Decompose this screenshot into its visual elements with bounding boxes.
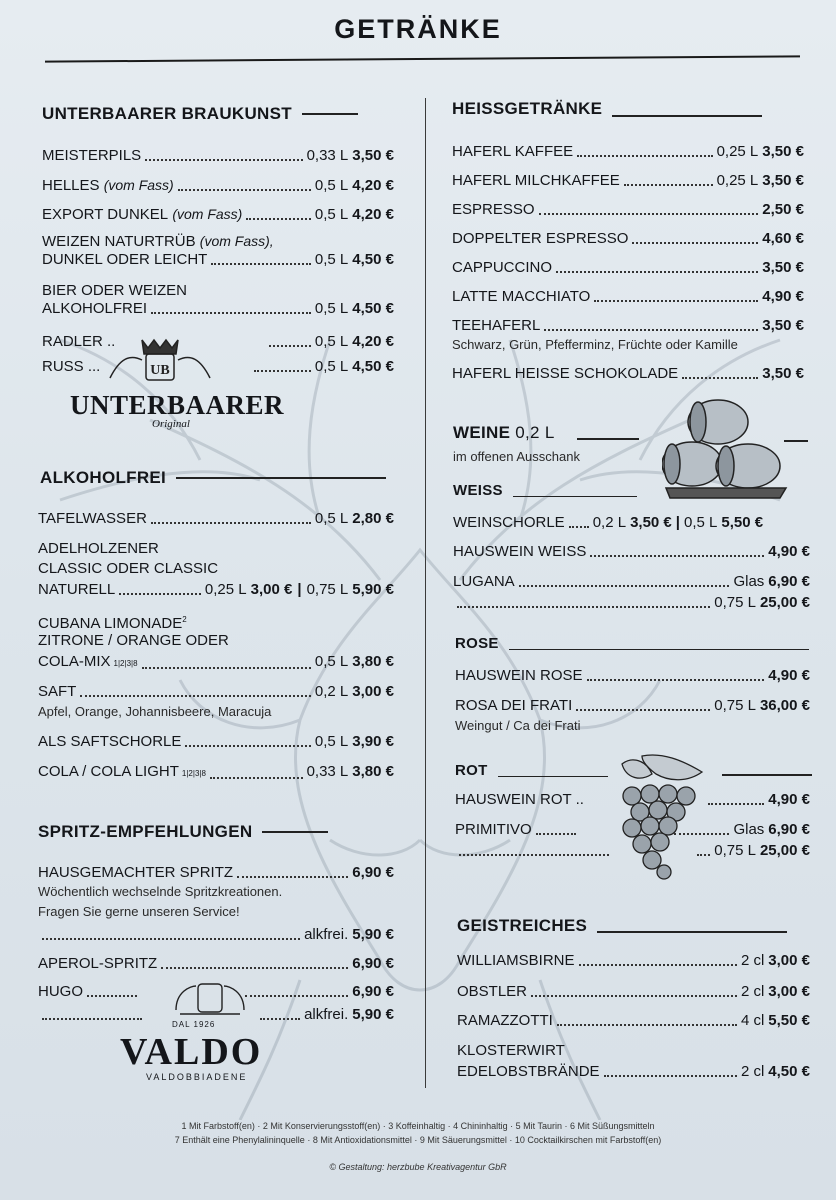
section-heading-braukunst: UNTERBAARER BRAUKUNST (42, 104, 358, 124)
menu-item: ESPRESSO 2,50 € (452, 201, 804, 218)
menu-item-line: ADELHOLZENER (38, 540, 159, 557)
crown-crest-icon (70, 338, 250, 394)
section-heading-rot: ROT (455, 762, 608, 779)
section-heading-weiss: WEISS (453, 482, 637, 499)
menu-item: HUGO 6,90 € (38, 983, 394, 1000)
menu-item: 0,75 L 25,00 € (453, 594, 810, 612)
menu-item: TAFELWASSER 0,5 L 2,80 € (38, 510, 394, 527)
menu-item: LUGANA Glas 6,90 € (453, 573, 810, 590)
section-subheading: im offenen Ausschank (453, 449, 580, 464)
page-title: GETRÄNKE (334, 14, 502, 44)
valdo-logo-sub: VALDOBBIADENE (146, 1072, 248, 1082)
menu-item-line: CLASSIC ODER CLASSIC (38, 560, 219, 577)
menu-item: HAFERL HEISSE SCHOKOLADE 3,50 € (452, 365, 804, 382)
menu-item: HAUSWEIN WEISS 4,90 € (453, 543, 810, 560)
menu-item: MEISTERPILS 0,33 L 3,50 € (42, 147, 394, 164)
menu-item: ALS SAFTSCHORLE 0,5 L 3,90 € (38, 733, 394, 750)
menu-item: 0,75 L 25,00 € (455, 842, 810, 860)
menu-item: HELLES (vom Fass) 0,5 L 4,20 € (42, 177, 394, 194)
column-divider (425, 98, 426, 1088)
menu-item-line: WEIZEN NATURTRÜB (vom Fass), (42, 233, 274, 250)
valdo-logo (120, 980, 300, 1090)
section-heading-alkoholfrei: ALKOHOLFREI (40, 468, 386, 488)
menu-item: ALKOHOLFREI 0,5 L 4,50 € (42, 300, 394, 317)
title-underline (45, 55, 800, 62)
menu-item-line: ZITRONE / ORANGE ODER (38, 632, 229, 649)
menu-item-description: Wöchentlich wechselnde Spritzkreationen. (38, 884, 283, 899)
menu-item: LATTE MACCHIATO 4,90 € (452, 288, 804, 305)
menu-item: HAFERL MILCHKAFFEE 0,25 L 3,50 € (452, 172, 804, 189)
menu-item: alkfrei. 5,90 € (38, 926, 394, 944)
menu-item: alkfrei. 5,90 € (38, 1006, 394, 1024)
menu-item: HAUSGEMACHTER SPRITZ 6,90 € (38, 864, 394, 881)
menu-item: RAMAZZOTTI 4 cl 5,50 € (457, 1012, 810, 1029)
section-heading-spritz: SPRITZ-EMPFEHLUNGEN (38, 822, 328, 842)
unterbaarer-logo-sub: Original (152, 418, 190, 430)
footnote-legend-line-1: 1 Mit Farbstoff(en) · 2 Mit Konservierungsstoff(en) · 3 Koffeinhaltig · 4 Chininhaltig · 5 Mit Taurin · 6 Mit Süßungsmitteln (181, 1121, 655, 1131)
menu-item-description: Weingut / Ca dei Frati (455, 718, 581, 733)
menu-item: NATURELL 0,25 L 3,00 € | 0,75 L 5,90 € (38, 581, 394, 598)
menu-item: APEROL-SPRITZ 6,90 € (38, 955, 394, 972)
valdo-logo-text: VALDO (120, 1031, 263, 1073)
menu-item-line: BIER ODER WEIZEN (42, 282, 188, 299)
valdo-crest-icon (120, 980, 300, 1024)
menu-item: COLA-MIX 1|2|3|8 0,5 L 3,80 € (38, 653, 394, 670)
menu-item: EDELOBSTBRÄNDE 2 cl 4,50 € (457, 1063, 810, 1080)
menu-item-line: KLOSTERWIRT (457, 1042, 565, 1059)
menu-item-description: Fragen Sie gerne unseren Service! (38, 904, 240, 919)
svg-text:UB: UB (150, 363, 170, 378)
menu-item: WILLIAMSBIRNE 2 cl 3,00 € (457, 952, 810, 969)
section-heading-geist: GEISTREICHES (457, 916, 787, 936)
section-heading-rose: ROSE (455, 635, 809, 652)
menu-item: OBSTLER 2 cl 3,00 € (457, 983, 810, 1000)
menu-item: TEEHAFERL 3,50 € (452, 317, 804, 334)
section-heading-weine: WEINE 0,2 L (453, 423, 639, 443)
unterbaarer-logo-text: UNTERBAARER (70, 390, 285, 420)
menu-item: DOPPELTER ESPRESSO 4,60 € (452, 230, 804, 247)
footnote-legend-line-2: 7 Enthält eine Phenylalininquelle · 8 Mit Antioxidationsmittel · 9 Mit Säuerungsmittel · 10 Cocktailkirschen mit Farbstoff(en) (174, 1135, 662, 1145)
valdo-logo-year: DAL 1926 (172, 1020, 216, 1029)
menu-item: RADLER .. 0,5 L 4,20 € (42, 333, 394, 350)
section-heading-heiss: HEISSGETRÄNKE (452, 99, 762, 119)
menu-item: HAFERL KAFFEE 0,25 L 3,50 € (452, 143, 804, 160)
menu-item: COLA / COLA LIGHT 1|2|3|8 0,33 L 3,80 € (38, 763, 394, 780)
menu-item: ROSA DEI FRATI 0,75 L 36,00 € (455, 697, 810, 714)
menu-item: PRIMITIVO Glas 6,90 € (455, 821, 810, 838)
menu-item: RUSS ... 0,5 L 4,50 € (42, 358, 394, 375)
menu-item: DUNKEL ODER LEICHT 0,5 L 4,50 € (42, 251, 394, 268)
menu-item: HAUSWEIN ROSE 4,90 € (455, 667, 810, 684)
menu-item: HAUSWEIN ROT .. 4,90 € (455, 791, 810, 808)
menu-item-description: Schwarz, Grün, Pfefferminz, Früchte oder Kamille (452, 337, 738, 352)
menu-item-description: Apfel, Orange, Johannisbeere, Maracuja (38, 704, 272, 719)
menu-item-line: CUBANA LIMONADE$^2$ (38, 615, 187, 632)
menu-item: EXPORT DUNKEL (vom Fass) 0,5 L 4,20 € (42, 206, 394, 223)
menu-item: WEINSCHORLE 0,2 L 3,50 € | 0,5 L 5,50 € (453, 514, 764, 531)
heading-rule (722, 774, 812, 776)
unterbaarer-logo (70, 338, 285, 438)
wine-barrels-icon (662, 398, 792, 504)
design-credit: © Gestaltung: herzbube Kreativagentur GbR (329, 1162, 507, 1172)
menu-item: SAFT 0,2 L 3,00 € (38, 683, 394, 700)
grapes-icon (612, 752, 712, 882)
menu-item: CAPPUCCINO 3,50 € (452, 259, 804, 276)
